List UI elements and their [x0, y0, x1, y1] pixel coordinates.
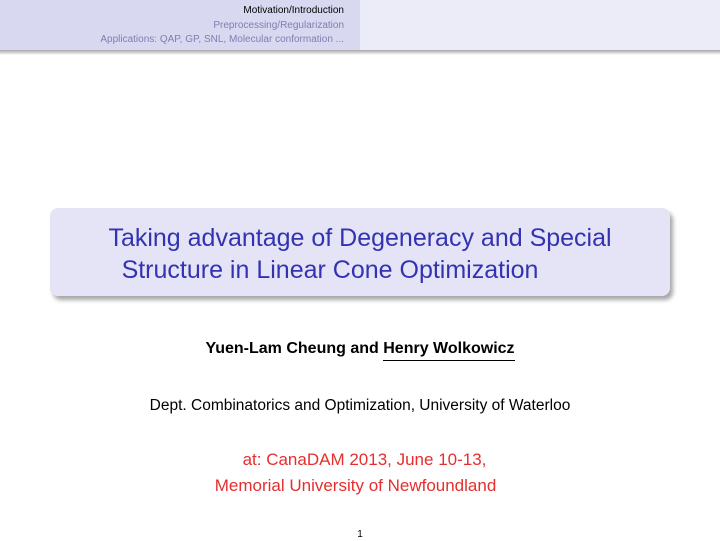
- event-date: [0, 447, 720, 499]
- header-shadow: [0, 50, 720, 55]
- header-bar: [0, 0, 720, 50]
- institute: Dept. Combinatorics and Optimization, University of Waterloo: [149, 397, 571, 414]
- title-block: [50, 208, 670, 296]
- nav-section-preprocessing[interactable]: Preprocessing/Regularization: [213, 19, 344, 31]
- author-first: Yuen-Lam Cheung: [205, 340, 346, 357]
- event-date-line-2: Memorial University of Newfoundland: [214, 476, 497, 495]
- nav-section-applications[interactable]: Applications: QAP, GP, SNL, Molecular conformation ...: [100, 34, 344, 45]
- title-line-1: Taking advantage of Degeneracy and Special: [108, 224, 612, 252]
- header-right-panel: [360, 0, 720, 50]
- event-date-line-1: at: CanaDAM 2013, June 10-13,: [242, 450, 487, 469]
- section-navigation: [100, 4, 344, 48]
- author-connector: and: [350, 340, 379, 357]
- page-number: 1: [357, 529, 363, 540]
- authors: [0, 340, 720, 358]
- author-presenter: Henry Wolkowicz: [383, 340, 514, 361]
- nav-section-motivation[interactable]: Motivation/Introduction: [243, 5, 344, 16]
- title-line-2: Structure in Linear Cone Optimization: [121, 256, 539, 284]
